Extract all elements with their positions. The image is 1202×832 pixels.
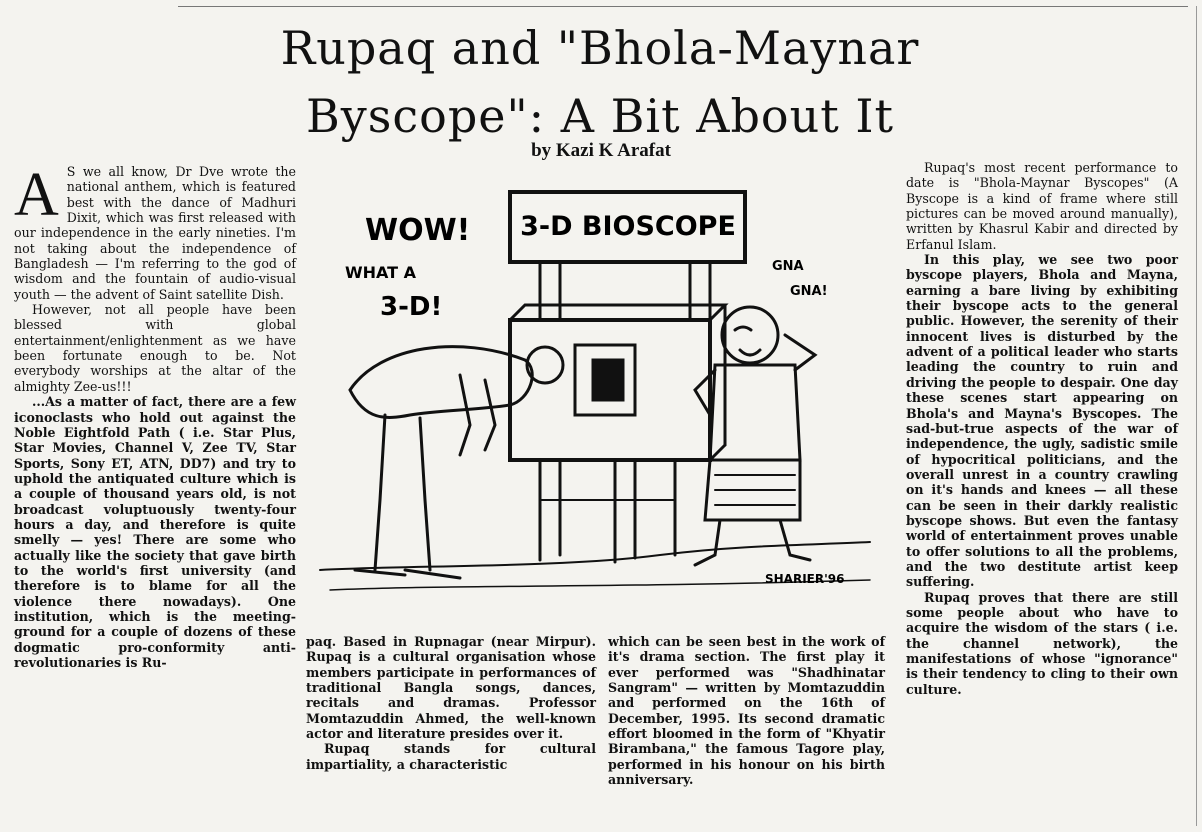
cartoon-signature: SHARIER'96 (765, 572, 845, 586)
byline: by Kazi K Arafat (531, 140, 671, 161)
cartoon-sign-text: 3-D BIOSCOPE (520, 211, 736, 242)
cartoon-illustration (310, 170, 890, 615)
cartoon-gna-text-1: GNA (772, 259, 804, 274)
right-rule (1196, 6, 1197, 826)
article-column-4 (906, 160, 1178, 697)
paragraph: Rupaq stands for cultural impartiality, a characteristic (306, 741, 596, 772)
headline (60, 14, 1140, 150)
paragraph: ...As a matter of fact, there are a few iconoclasts who hold out against the Noble Eightfold Path ( i.e. Star Plus, Star Movies, Channel V, Zee TV, Star Sports, Sony ET, ATN, DD7) and try to uphold the antiquated culture which is a couple of thousand years old, is not broadcast voluptuously twenty-four hours a day, and therefore is quite smelly — yes! There are some who actually like the society that gave birth to the world's first university (and therefore is to blame for all the violence there nowadays). One institution, which is the meeting-ground for a couple of dozens of these dogmatic pro-conformity anti-revolutionaries is Ru- (14, 394, 296, 670)
paragraph: However, not all people have been blessed with global entertainment/enlightenment as we have been fortunate enough to be. Not everybody worships at the altar of the almighty Zee-us!!! (14, 302, 296, 394)
paragraph: Rupaq proves that there are still some people about who have to acquire the wisdom of the stars ( i.e. the channel network), the manifestations of whose "ignorance" is their tendency to cling to their own culture. (906, 589, 1178, 697)
cartoon-exclaim-text: WOW! (365, 213, 471, 248)
article-column-3 (608, 634, 885, 787)
paragraph: Rupaq's most recent performance to date is "Bhola-Maynar Byscopes" (A Byscope is a kind of frame where still pictures can be moved around manually), written by Khasrul Kabir and directed by Erfanul Islam. (906, 160, 1178, 252)
cartoon-speech-line-2: 3-D! (380, 292, 443, 322)
article-column-2 (306, 634, 596, 772)
paragraph: paq. Based in Rupnagar (near Mirpur). Rupaq is a cultural organisation whose members participate in performances of traditional Bangla songs, dances, recitals and dramas. Professor Momtazuddin Ahmed, the well-known actor and literature presides over it. (306, 634, 596, 742)
cartoon-gna-text-2: GNA! (790, 284, 828, 299)
cartoon-speech-line-1: WHAT A (345, 263, 417, 282)
top-rule (178, 6, 1188, 7)
paragraph (14, 161, 296, 302)
paragraph-text: S we all know, Dr Dve wrote the national anthem, which is featured best with the dance of Madhuri Dixit, which was first released with our independence in the early nineties. I'm not taking about the independence of Bangladesh — I'm referring to the god of wisdom and the fountain of audio-visual youth — the advent of Saint satellite Dish. (14, 164, 296, 302)
drop-cap: A (14, 161, 59, 229)
headline-line-2: Byscope": A Bit About It (305, 89, 895, 143)
paragraph: In this play, we see two poor byscope players, Bhola and Mayna, earning a bare living by exhibiting their byscope acts to the general public. However, the serenity of their innocent lives is disturbed by the advent of a political leader who starts leading the country to ruin and driving the people to despair. One day these scenes start appearing on Bhola's and Mayna's Byscopes. The sad-but-true aspects of the war of independence, the ugly, sadistic smile of hypocritical politicians, and the overall unrest in a country crawling on it's hands and knees — all these can be seen in their darkly realistic byscope shows. But even the fantasy world of entertainment proves unable to offer solutions to all the problems, and the two destitute artist keep suffering. (906, 252, 1178, 590)
article-column-1 (14, 161, 296, 670)
paragraph: which can be seen best in the work of it's drama section. The first play it ever performed was "Shadhinatar Sangram" — written by Momtazuddin and performed on the 16th of December, 1995. Its second dramatic effort bloomed in the form of "Khyatir Birambana," the famous Tagore play, performed in his honour on his birth anniversary. (608, 634, 885, 788)
headline-line-1: Rupaq and "Bhola-Maynar (280, 21, 920, 75)
